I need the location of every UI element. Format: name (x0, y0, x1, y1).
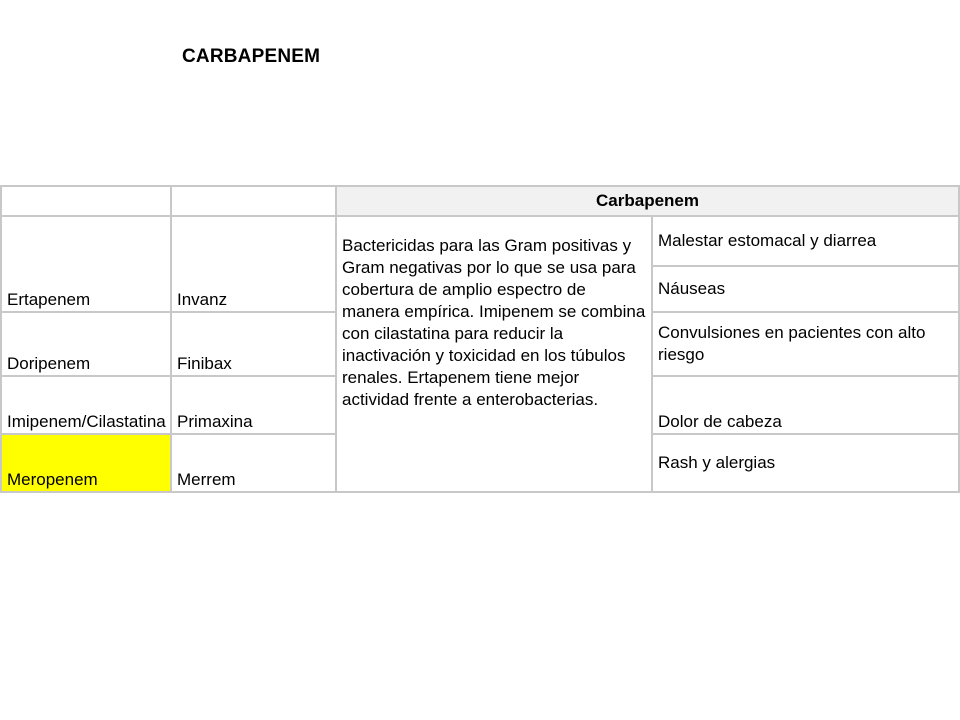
drug-generic-name: Ertapenem (1, 216, 171, 312)
side-effect: Dolor de cabeza (652, 376, 959, 434)
side-effect: Malestar estomacal y diarrea (652, 216, 959, 266)
drug-generic-name: Imipenem/Cilastatina (1, 376, 171, 434)
side-effect: Náuseas (652, 266, 959, 312)
drug-class-description: Bactericidas para las Gram positivas y Gram negativas por lo que se usa para cobertura de amplio espectro de manera empírica. Imipenem se combina con cilastatina para reducir la inactivación y toxicidad en los túbulos renales. Ertapenem tiene mejor actividad frente a enterobacterias. (336, 216, 652, 492)
carbapenem-table-container (0, 185, 958, 493)
table-header: Carbapenem (336, 186, 959, 216)
drug-brand-name: Invanz (171, 216, 336, 312)
drug-generic-name-highlighted: Meropenem (1, 434, 171, 492)
page-title: CARBAPENEM (182, 46, 321, 67)
drug-brand-name: Primaxina (171, 376, 336, 434)
carbapenem-table (0, 185, 960, 493)
drug-generic-name: Doripenem (1, 312, 171, 376)
drug-brand-name: Merrem (171, 434, 336, 492)
drug-brand-name: Finibax (171, 312, 336, 376)
side-effect: Convulsiones en pacientes con alto riesgo (652, 312, 959, 376)
side-effect: Rash y alergias (652, 434, 959, 492)
